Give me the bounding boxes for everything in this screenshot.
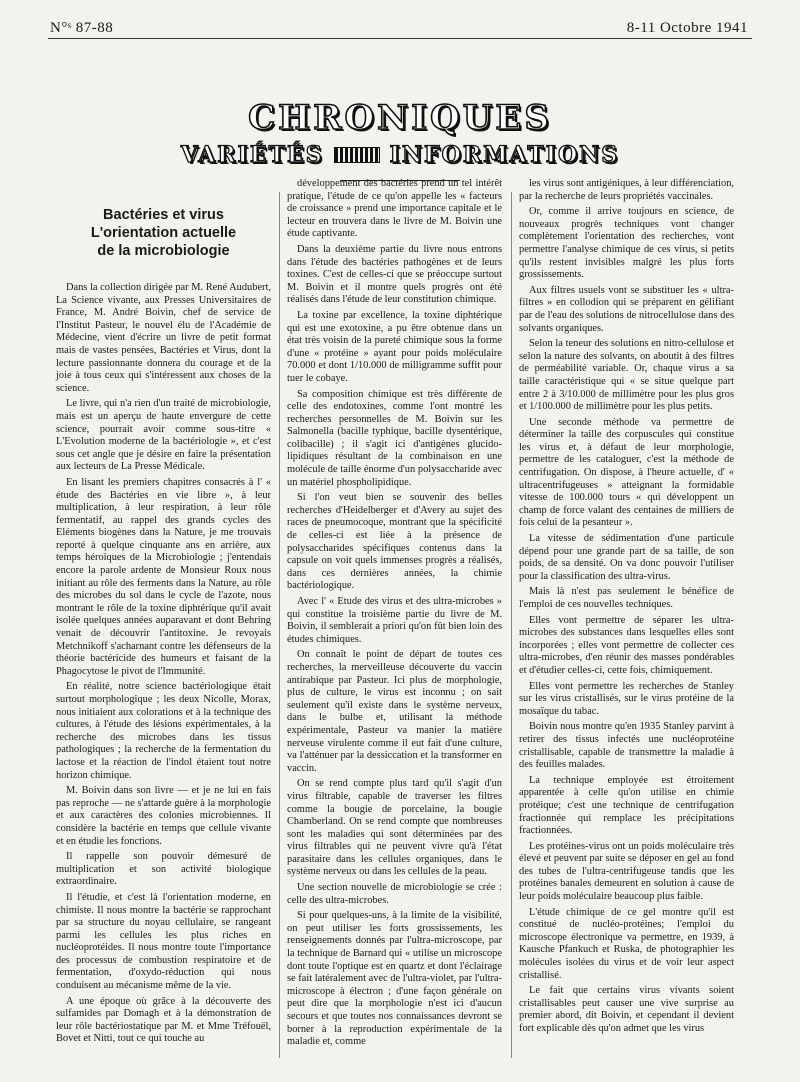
issue-date: 8-11 Octobre 1941: [626, 20, 748, 36]
paragraph: Mais là n'est pas seulement le bénéfice de l'emploi de ces nouvelles techniques.: [519, 586, 734, 610]
paragraph: les virus sont antigéniques, à leur différenciation, par la recherche de leurs propriétés vaccinales.: [519, 178, 734, 202]
column-divider: [279, 192, 280, 1058]
paragraph: Elles vont permettre de séparer les ultra-microbes des substances dans lesquelles elles sont incorporées ; elles vont permettre de collecter ces ultra-microbes, d'en réunir des masses pondérables et d'étudier celles-ci, cette fois, chimiquement.: [519, 614, 734, 676]
article-columns: [56, 178, 756, 1058]
article-heading-line2: L'orientation actuelle: [90, 225, 237, 241]
paragraph: Aux filtres usuels vont se substituer les « ultra-filtres » en collodion qui se préparent en gélifiant par de l'eau des solutions de nitrocellulose dans des solvants organiques.: [519, 284, 734, 334]
paragraph: Une seconde méthode va permettre de déterminer la taille des corpuscules qui constitue les virus et, à défaut de leur morphologie, permettre de les cataloguer, c'est la méthode de centrifugation. On dispose, à l'heure actuelle, d' « ultracentrifugeuses » atteignant la formidable vitesse de 100.000 tours « qui développent un champ de force valant des centaines de milliers de fois celui de la pesanteur ».: [519, 416, 734, 529]
paragraph: développement des bactéries prend un tel intérêt pratique, l'étude de ce qu'on appelle les « facteurs de croissance » prend une importance capitale et le lecteur en trouvera dans le livre de M. Boivin une étude captivante.: [287, 178, 502, 240]
paragraph: En lisant les premiers chapitres consacrés à l' « étude des Bactéries en vie libre », à leur multiplication, à leur respiration, à leur rôle fermentatif, au rappel des grands cycles des Eléments biogènes dans la Nature, je me trouvais reporté à quelque cinquante ans en arrière, aux temps héroïques de la Microbiologie ; j'entendais encore la parole ardente de Monsieur Roux nous initiant au rôle des ferments dans la Nature, au rôle des microbes du sol dans le cycle de l'azote, nous montrant le rôle de la toxine diphtérique qu'il avait isolée quelques années auparavant et dont Behring venait de découvrir l'antitoxine. Je revoyais Metchnikoff s'acharnant contre les défenseurs de la théorie bactéricide des humeurs et faisant de la Phagocytose le pivot de l'Immunité.: [56, 476, 271, 677]
paragraph: Si pour quelques-uns, à la limite de la visibilité, on peut utiliser les forts grossissements, les renseignements donnés par l'ultra-microscope, par la technique de Barnard qui « utilise un microscope dont toute l'optique est en quartz et dont l'éclairage se fait latéralement avec de l'ultra-violet, par l'ultra-microscope à électron ; d'une façon générale on peut dire que la morphologie n'est ici d'aucun secours et que toutes nos connaissances devront se borner à la reproduction expérimentale de la maladie et, comme: [287, 910, 502, 1048]
paragraph: On se rend compte plus tard qu'il s'agit d'un virus filtrable, capable de traverser les filtres comme la bougie de porcelaine, la bougie Chamberland. On se rend compte que nombreuses sont les maladies qui sont déterminées par des virus filtrables qui ne peuvent vivre qu'à l'état parasitaire dans les cellules organiques, dans le système nerveux ou dans les cellules de la peau.: [287, 778, 502, 878]
masthead-subtitle-row: [0, 142, 800, 168]
masthead: [0, 98, 800, 181]
header-rule: [48, 38, 752, 39]
paragraph: Or, comme il arrive toujours en science, de nouveaux progrès techniques vont changer complètement l'orientation des recherches, vont permettre l'analyse chimique de ces virus, si petits qu'ils restent invisibles malgré les plus forts grossissements.: [519, 206, 734, 281]
article-heading: [56, 206, 271, 260]
paragraph: L'étude chimique de ce gel montre qu'il est constitué de nucléo-protéines; l'emploi du microscope électronique va permettre, en 1939, à Kausche Pfankuch et Ruska, de photographier les molécules isolées du virus et de voir leur aspect cristallisé.: [519, 906, 734, 981]
article-heading-line3: de la microbiologie: [97, 243, 230, 259]
paragraph: La toxine par excellence, la toxine diphtérique qui est une exotoxine, a pu être obtenue dans un état très voisin de la pureté chimique sous la forme d'une « protéine » ayant pour poids moléculaire 70.000 et dont 1/10.000 de milligramme suffit pour tuer le cobaye.: [287, 309, 502, 384]
issue-number: N°ˢ 87-88: [50, 20, 114, 36]
paragraph: Une section nouvelle de microbiologie se crée : celle des ultra-microbes.: [287, 882, 502, 906]
ornament-icon: [334, 147, 380, 163]
paragraph: Si l'on veut bien se souvenir des belles recherches d'Heidelberger et d'Avery au sujet des races de pneumocoque, montrant que la spécificité de celles-ci est liée à la présence de polysaccharides spécifiques contenus dans la capsule on voit quels immenses progrès a réalisés, dans ces dernières années, la chimie bactériologique.: [287, 492, 502, 592]
masthead-subtitle-left: VARIÉTÉS: [180, 142, 324, 168]
paragraph: Dans la deuxième partie du livre nous entrons dans l'étude des bactéries pathogènes et de leurs toxines. C'est de celles-ci que se préoccupe surtout M. Boivin et il montre quels progrès ont été réalisés dans l'étude de leur constitution chimique.: [287, 243, 502, 306]
article-column-1: [56, 206, 271, 1049]
paragraph: Les protéines-virus ont un poids moléculaire très élevé et peuvent par suite se déposer en gel au fond des tubes de l'ultra-centrifugeuse tandis que les protéines banales demeurent en solution à cause de leur poids moléculaire beaucoup plus faible.: [519, 840, 734, 903]
paragraph: A une époque où grâce à la découverte des sulfamides par Domagh et à la démonstration de leur rôle bactériostatique par M. et Mme Tréfouël, Bovet et Nitti, tout ce qui touche au: [56, 995, 271, 1045]
paragraph: Avec l' « Etude des virus et des ultra-microbes » qui constitue la troisième partie du livre de M. Boivin, il semblerait a priori qu'on fût bien loin des études chimiques.: [287, 596, 502, 645]
masthead-subtitle-right: INFORMATIONS: [389, 142, 620, 168]
paragraph: Boivin nous montre qu'en 1935 Stanley parvint à retirer des tissus infectés une nucléoprotéine cristallisable, capable de transmettre la maladie à des feuilles malades.: [519, 721, 734, 771]
article-column-2: [287, 178, 502, 1052]
paragraph: Selon la teneur des solutions en nitro-cellulose et selon la nature des solvants, on aboutit à des filtres de perméabilité variable. Or, chaque virus a sa taille caractéristique qui « se situe quelque part entre 2 à 3/10.000 de millimètre pour les plus gros et 1/100.000 de millimètre pour les plus petits.: [519, 338, 734, 413]
paragraph: La vitesse de sédimentation d'une particule dépend pour une grande part de sa taille, de son poids, de sa densité. On va donc pouvoir l'utiliser pour la classification des ultra-virus.: [519, 533, 734, 582]
article-heading-line1: Bactéries et virus: [103, 207, 224, 223]
masthead-title: CHRONIQUES: [248, 98, 552, 138]
paragraph: Le livre, qui n'a rien d'un traité de microbiologie, mais est un aperçu de haute envergure de cette science, pourrait avoir comme sous-titre « L'Evolution moderne de la bactériologie », et c'est sous cet angle que je désire en faire la présentation aux lecteurs de La Presse Médicale.: [56, 398, 271, 473]
paragraph: Il rappelle son pouvoir démesuré de multiplication et son activité biologique extraordinaire.: [56, 851, 271, 888]
paragraph: Il l'étudie, et c'est là l'orientation moderne, en chimiste. Il nous montre la bactérie se rapprochant par sa structure du noyau cellulaire, se rangeant parmi les cellules les plus riches en nucléoprotéides. Il nous montre toute l'importance des processus de combustion respiratoire et de fermentation, d'oxydo-réduction qui nous conduisent au mécanisme même de la vie.: [56, 891, 271, 992]
column-divider: [511, 192, 512, 1058]
paragraph: Elles vont permettre les recherches de Stanley sur les virus cristallisés, sur le virus protéine de la mosaïque du tabac.: [519, 680, 734, 717]
paragraph: On connaît le point de départ de toutes ces recherches, la merveilleuse découverte du vaccin antirabique par Pasteur. Ici plus de morphologie, plus de culture, le virus est inconnu ; on sait seulement qu'il existe dans le système nerveux, dans le bulbe et, utilisant la méthode expérimentale, Pasteur va manier la matière nerveuse virulente comme il eut fait d'une culture, va l'atténuer par la dessiccation et la transformer en vaccin.: [287, 649, 502, 774]
paragraph: En réalité, notre science bactériologique était surtout morphologique ; les deux Nicolle, Morax, nous initiaient aux colorations et à la technique des cultures, à l'étude des lésions expérimentales, à la recherche des microbes dans les tissus pathologiques ; la recherche de la fermentation du lactose et la réaction de l'indol étaient tout notre horizon chimique.: [56, 681, 271, 781]
paragraph: Dans la collection dirigée par M. René Audubert, La Science vivante, aux Presses Universitaires de France, M. André Boivin, chef de service de l'Institut Pasteur, le nouvel élu de l'Académie de Médecine, vient d'écrire un livre de petit format mais de vastes pensées, Bactéries et Virus, dont la lecture passionnante donnera du courage et de la joie à tous ceux qui s'intéressent aux choses de la science.: [56, 282, 271, 394]
paragraph: M. Boivin dans son livre — et je ne lui en fais pas reproche — ne s'attarde guère à la morphologie et aux caractères des colonies microbiennes. Il considère la bactérie en temps que cellule vivante et en étudie les fonctions.: [56, 785, 271, 847]
article-column-3: [519, 178, 734, 1039]
paragraph: Le fait que certains virus vivants soient cristallisables peut causer une vive surprise au premier abord, dit Boivin, et cependant il devient fort explicable dès qu'on admet que les virus: [519, 985, 734, 1034]
paragraph: La technique employée est étroitement apparentée à celle qu'on utilise en chimie protéique; c'est une technique de centrifugation fractionnée qui remplace les précipitations fractionnées.: [519, 774, 734, 837]
paragraph: Sa composition chimique est très différente de celle des endotoxines, comme l'ont montré les recherches personnelles de M. Boivin sur les Salmonella (bacille typhique, bacille dysentérique, colibacille) ; il s'agit ici d'antigènes glucido-lipidiques résultant de la combinaison en une molécule de taille énorme d'un polysaccharide avec un matériel phospholipidique.: [287, 388, 502, 488]
page-header: [50, 14, 748, 40]
